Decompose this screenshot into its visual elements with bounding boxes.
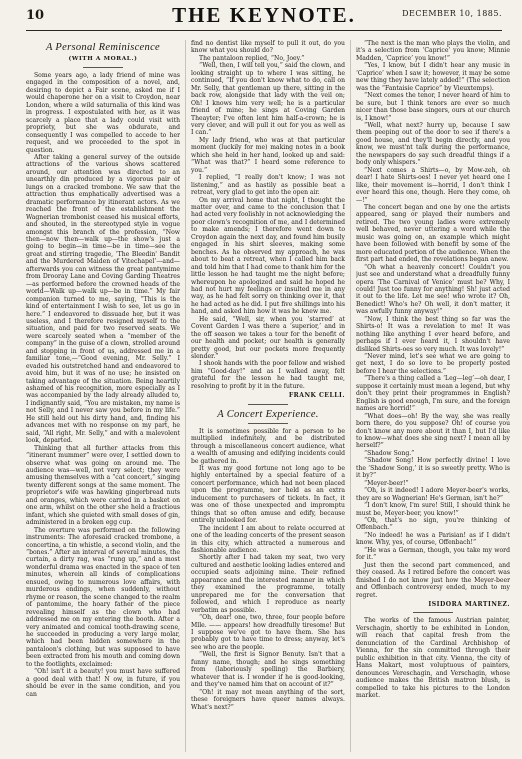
column-divider — [350, 40, 351, 752]
article-title: A Concert Experience. — [217, 408, 319, 420]
paragraph: The pantaloon replied, “No, Joey.” — [199, 54, 305, 62]
column-2 — [191, 40, 345, 752]
paragraph: “No indeed! he was a Parisian! as if I didn't know. Why, yes, of course, Offenbach!” — [356, 531, 510, 547]
paragraph: “I don't know, I'm sure! Still, I should think he must be, Meyer-beer, you know!” — [356, 502, 510, 517]
paragraph: “Now, I think the best thing so far was the Shirts-o! It was a revelation to me! It was nothing like anything I ever heard before, and perhaps if I ever heard it, I shouldn't have disliked Shirts-oes so very much. It was lovely!” — [356, 315, 510, 353]
paragraph: “Yes, I know, but I didn't hear any music in ‘Caprice’ when I saw it; however, it may be some new thing they have lately added!” (The selection was the “Fantaisie Caprice” by Vieuxtemps). — [356, 62, 510, 92]
paragraph: Just then the second part commenced, and they ceased. As I retired before the concert was finished I do not know just how the Meyer-beer and Offenbach controversy ended, much to my regret. — [356, 561, 510, 599]
paragraph: “Oh! it may not mean anything of the sort, these foreigners have queer names always. What's next?” — [191, 688, 345, 711]
issue-date: DECEMBER 10, 1885. — [402, 9, 502, 18]
paragraph: “Next comes a Shirts—o, by Mow-zeh, oh dear! I hate Shirts-oes! I never yet heard one I like, their movement is—horrid, I don't think I ever heard this one, though. Here they come, oh—!” — [356, 166, 510, 204]
paragraph: Some years ago, a lady friend of mine was engaged in the composition of a novel, and, desiring to depict a Fair scene, asked me if I would chaperone her on a visit to Croydon, near London, where a wild saturnalia of this kind was in progress. I expostulated with her, as it was scarcely a place that a lady could visit with propriety, but she was obdurate, and consequently I was compelled to accede to her request, and we proceeded to the spot in question. — [26, 72, 180, 154]
paragraph: It is sometimes possible for a person to be multiplied indefinitely, and be distributed through a miscellaneous concert audience, what a wealth of amusing and edifying incidents could be gathered in. — [191, 427, 345, 465]
column-divider — [185, 40, 186, 752]
paragraph: I replied, “I really don't know; I was not listening,” and as hastily as possible beat a retreat, very glad to get into the open air. — [191, 174, 345, 197]
paragraph: I shook hands with the poor fellow and wished him “Good-day!” and as I walked away, felt grateful for the lesson he had taught me, resolving to profit by it in the future. — [191, 360, 345, 390]
article-subtitle: (WITH A MORAL.) — [68, 56, 138, 62]
paragraph: “Oh, that's no sign, you're thinking of Offenbach.” — [356, 517, 510, 532]
separator — [248, 404, 288, 405]
column-3 — [356, 40, 510, 752]
paragraph: find no dentist like myself to pull it out, do you know what you should do? — [191, 40, 345, 55]
author-signature: ISIDORA MARTINEZ. — [428, 600, 510, 608]
paragraph: He said, “Well, sir, when you ‘starred’ at Covent Garden I was there a ‘superior,’ and in the off season we takes a tour for the benefit of our health and pocket; our health is generally pretty good, but our pockets more frequently slender.” — [191, 315, 345, 361]
separator — [413, 612, 453, 613]
paragraph: On my arrival home that night, I thought the matter over, and came to the conclusion that I had acted very foolishly in not acknowledging the poor clown's recognition of me, and I determined to make amends; I therefore went down to Croydon again the next day, and found him busily engaged in his shirt sleeves, making some benches. As he observed my approach, he was about to beat a retreat, when I called him back and told him that I had come to thank him for the little lesson he had taught me the night before; whereupon he apologized and said he hoped he had not hurt my feelings or insulted me in any way, as he had felt sorry on thinking over it, that he had acted as he did. I put five shillings into his hand, and asked him how it was he knew me. — [191, 196, 345, 316]
author-signature: FRANK CELLI. — [288, 392, 345, 400]
paragraph: “The next is the man who plays the violin, and it's a selection from ‘Caprice’ you know; Minnie Madden, ‘Caprice’ you know!” — [356, 40, 510, 62]
paragraph: “Oh, is it indeed! I adore Meyer-beer's works, they are so Wagnerian! He's German, isn't he?” — [356, 487, 510, 502]
paragraph: The overture was performed on the following instruments: The aforesaid cracked trombone, a concertina, a tin whistle, a second violin, and the “bones.” After an interval of several minutes, the curtain, a dirty rag, was “rung up,” and a most wonderful drama was enacted in the space of ten minutes, wherein all kinds of complications ensued, owing to numerous love affairs, with murderous endings, when suddenly, without rhyme or reason, the scene changed to the realm of pantomime, the hoary father of the piece revealing himself as the clown who had addressed me on my entering the booth. After a very animated and comical tooth-drawing scene, he succeeded in producing a very large molar, which had been hidden somewhere in the pantaloon's clothing, but was supposed to have been extracted from his mouth and coming down to the footlights, exclaimed: — [26, 526, 180, 668]
paragraph: My lady friend, who was at that particular moment (luckily for me) making notes in a book which she held in her hand, looked up and said: “What was that?” I heard some reference to you.” — [191, 136, 345, 174]
paragraph: The works of the famous Austrian painter, Verschagin, shortly to be exhibited in London, will reach that capital fresh from the denunciation of the Cardinal Archbishop of Vienna, for the sin committed through their public exhibition in that city. Vienna, the city of Hans Makart, most voluptuous of painters, denounces Vereschagin, and Verschagin, whose audience makes the British matron blush, is compelled to take his pictures to the London market. — [356, 617, 510, 699]
paragraph: “Oh! isn't it a beauty! you must have suffered a good deal with that! N ow, in future, if you should be ever in the same condition, and you can — [26, 668, 180, 698]
paragraph: “Oh, dear! one, two, three, four people before Mlle. —— appears! how dreadfully tiresome! But I suppose we've got to have them. She has probably got to have time to dress; anyway, let's see who are the people. — [191, 614, 345, 651]
paragraph: “Never mind, let's see what we are going to get next, I do so love to be properly posted before I hear the selections.” — [356, 353, 510, 375]
paragraph: “He was a German, though, you take my word for it.” — [356, 546, 510, 562]
paragraph: The concert began and one by one the artists appeared, sang or played their numbers and retired. The two young ladies were extremely well behaved, never uttering a word while the music was going on, an example which might have been followed with benefit by some of the more educated portion of the audience. When the first part had ended, the revelations began anew. — [356, 203, 510, 264]
paragraph: Thinking that all further attacks from this “itinerant mummer” were over, I settled down to observe what was going on around me. The audience was—well, not very select; they were amusing themselves with a “cat concert,” singing twenty different songs at the same moment. The proprietor's wife was hawking gingerbread nuts and oranges, which were carried in a basket on one arm, whilst on the other she held a fractious infant, which she quieted with small doses of gin, administered in a broken egg cup. — [26, 444, 180, 527]
paragraph: “Shadow Song.” — [364, 449, 415, 457]
paragraph: “There's a thing called a ‘Leg—leg’—oh dear, I suppose it certainly must mean a legend, but why don't they print their programmes in English? English is good enough, I'm sure, and the foreign names are horrid!” — [356, 375, 510, 413]
paragraph: After taking a general survey of the outside attractions of the various shows scattered around, our attention was directed to an unearthly din produced by a vigorous pair of lungs on a cracked trombone. We saw that the attraction thus emphatically advertised was a dramatic performance by itinerant actors. As we reached the front of the establishment the Wagnerian trombonist ceased his musical efforts, and shouted, in the stereotyped style in vogue amongst this branch of the profession, “Now then—now then—walk up—the show's just a going to begin—in time—be in time—see the great and stirring tragedie, ‘The Bleedin' Bandit and the Murdered Maiden of Vitechapel’—and—afterwards you can witness the great pantymime from Drooray Lane and Coving Garding Theatres—as performed before the crowned heads of the world—Walk up—walk up—be in time.” My fair companion turned to me, saying, “This is the kind of entertainment I wish to see, let us go in here.” I endeavored to dissuade her, but it was useless, and I therefore resigned myself to the situation, and paid for two reserved seats. We were scarcely seated when a “member of the company” in the guise of a clown, strolled around and stopping in front of us, addressed me in a familiar tone,—“Good evening, Mr. Selly.” I evaded his outstretched hand and endeavored to avoid him, but it was of no use; he insisted on taking advantage of the situation. Being heartily ashamed of his recognition, more especially as I was accompanied by the lady already alluded to, I indignantly said, “You are mistaken, my name is not Selly, and I never saw you before in my life.” He still held out his dirty hand, and, finding his advances met with no response on my part, he said, “All right, Mr. Selly,” and with a malevolent look, departed. — [26, 153, 180, 445]
paragraph: The incident I am about to relate occurred at one of the leading concerts of the present season in this city, which attracted a numerous and fashionable audience. — [191, 524, 345, 554]
page-header — [26, 2, 502, 31]
page-number: 10 — [26, 8, 45, 23]
paragraph: “Next comes the tenor, I never heard of him to be sure, but I think tenors are ever so much nicer than those base singers, ours at our church is, I know!” — [356, 92, 510, 122]
masthead: THE KEYNOTE. — [172, 3, 356, 27]
paragraph: “Oh what a heavenly concert! Couldn't you just see and understand what a dreadfully funny opera ‘The Carnival of Venice’ must be? Why, I could! Just too funny for anything! Sh! just acted it out to the life. Let me see! who wrote it? Oh, Benedict! Who's he? Oh well, it don't matter, it was awfully funny anyway!” — [356, 263, 510, 316]
paragraph: “Shadow Song! How perfectly divine! I love the ‘Shadow Song,’ it is so sweetly pretty. Who is it by?” — [356, 457, 510, 480]
paragraph: It was my good fortune not long ago to be highly entertained by a special feature of a concert performance, which had not been placed upon the programme, nor held as an extra inducement to purchasers of tickets. In fact, it was one of those unexpected and impromptu things that so often amuse and edify, because entirely unlooked for. — [191, 465, 345, 525]
paragraph: “What does—oh! By the way, she was really born there, do you suppose? Oh! of course you don't know any more about it than I, but I'd like to know—what does she sing next? I mean all by herself?” — [356, 412, 510, 450]
paragraph: “Meyer-beer!” — [364, 479, 409, 487]
paragraph: “Well, the first is Signor Benuty. Isn't that a funny name, though; and he sings something from (laboriously spelling) the Barbiery, whatever that is. I wonder if he is good-looking, and they've named him that on account of it?” — [191, 651, 345, 689]
paragraph: “Well, what next? hurry up, because I saw them peeping out of the door to see if there's a good house, and they'll begin directly, and you know, we must'nt talk during the performance, the newspapers do say such dreadful things if a body only whispers.” — [356, 121, 510, 167]
paragraph: Shortly after I had taken my seat, two very cultured and aesthetic looking ladies entered and occupied seats adjoining mine. Their refined appearance and the interested manner in which they examined the programme, totally unprepared me for the conversation that followed, and which I reproduce as nearly verbatim as possible. — [191, 554, 345, 614]
article-title: A Personal Reminiscence — [45, 42, 160, 53]
separator — [248, 423, 288, 424]
column-1 — [26, 40, 180, 752]
separator — [83, 67, 123, 68]
paragraph: “Well, then, I will tell you,” said the clown, and looking straight up to where I was sitting, he continued, “If you don't know what to do, call on Mr. Selly, that gentleman up there, sitting in the back row, alongside that lady with the veil on; Oh! I knows him very well; he is a particular friend of mine; he sings at Coving Garden Theayter; I've often lent him half-a-crown; he is very clever, and will pull it out for you as well as I can.” — [191, 62, 345, 137]
